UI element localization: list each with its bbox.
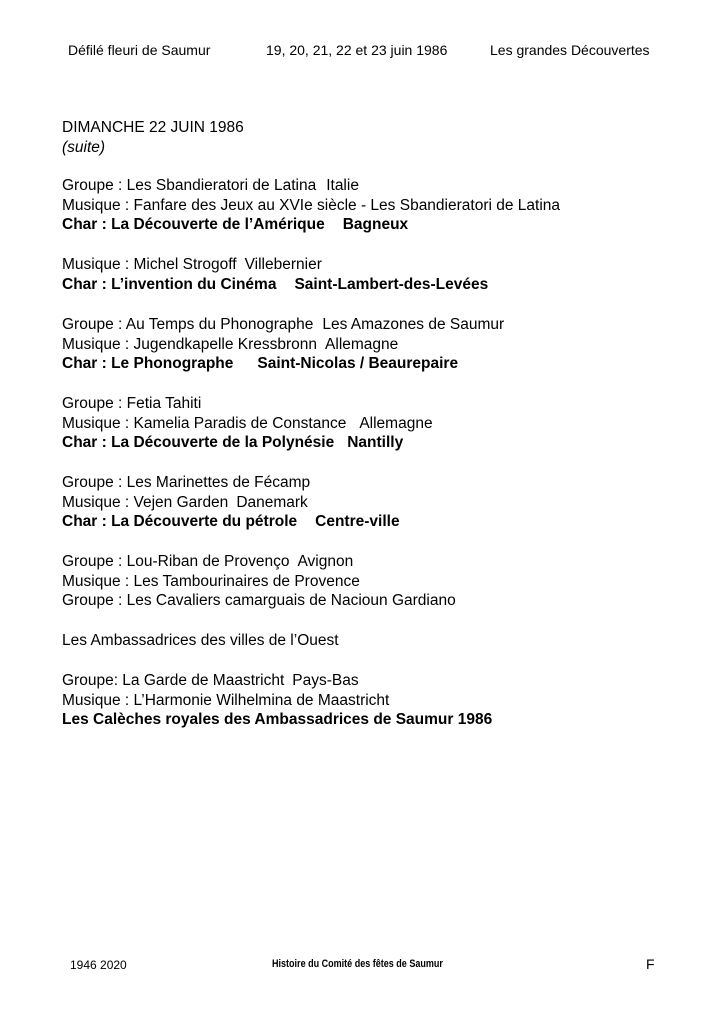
- line-place: Villebernier: [244, 256, 322, 273]
- footer-title: Histoire du Comité des fêtes de Saumur: [272, 958, 443, 970]
- line-label: Char : La Découverte de l’Amérique: [62, 216, 325, 233]
- line-label: Groupe: La Garde de Maastricht: [62, 672, 285, 689]
- header-theme: Les grandes Découvertes: [490, 42, 650, 58]
- line-label: Char : La Découverte du pétrole: [62, 513, 298, 530]
- entry-line: [62, 473, 400, 493]
- line-label: Groupe : Fetia Tahiti: [62, 395, 202, 412]
- line-place: Centre-ville: [315, 513, 400, 530]
- line-place: Les Amazones de Saumur: [322, 316, 505, 333]
- line-place: Bagneux: [342, 216, 409, 233]
- entry-line: [62, 710, 492, 730]
- line-place: Saint-Lambert-des-Levées: [294, 275, 489, 293]
- day-subtitle: (suite): [62, 139, 106, 156]
- entry-line: [62, 671, 492, 691]
- entry-line: [62, 512, 400, 532]
- entry-line: [62, 354, 504, 374]
- entry-line: [62, 394, 433, 414]
- entry-line: [62, 335, 504, 355]
- program-entry: [62, 176, 560, 235]
- line-place: Danemark: [236, 493, 308, 511]
- line-label: Musique : Michel Strogoff: [62, 256, 237, 273]
- entry-line: [62, 176, 560, 196]
- line-label: Musique : Les Tambourinaires de Provence: [62, 572, 360, 590]
- line-label: Char : La Découverte de la Polynésie: [62, 434, 335, 451]
- line-label: Musique : L’Harmonie Wilhelmina de Maastricht: [62, 691, 390, 709]
- line-label: Musique : Jugendkapelle Kressbronn: [62, 335, 318, 353]
- line-place: Avignon: [297, 553, 354, 570]
- program-entry: [62, 473, 400, 532]
- entry-line: [62, 215, 560, 235]
- line-place: Allemagne: [325, 335, 399, 353]
- footer-page-letter: F: [646, 956, 655, 972]
- line-place: Pays-Bas: [292, 672, 359, 689]
- program-entry: [62, 255, 488, 294]
- program-entry: [62, 552, 456, 611]
- program-entry: [62, 315, 504, 374]
- line-label: Groupe : Les Cavaliers camarguais de Nacioun Gardiano: [62, 592, 456, 609]
- entry-line: [62, 691, 492, 711]
- line-place: Nantilly: [347, 434, 404, 451]
- line-label: Musique : Kamelia Paradis de Constance: [62, 414, 347, 432]
- entry-line: [62, 196, 560, 216]
- line-label: Musique : Vejen Garden: [62, 493, 229, 511]
- line-label: Les Ambassadrices des villes de l’Ouest: [62, 632, 339, 649]
- line-place: Allemagne: [359, 414, 433, 432]
- line-label: Groupe : Les Sbandieratori de Latina: [62, 177, 317, 194]
- footer-years: 1946 2020: [70, 958, 127, 972]
- line-label: Char : L’invention du Cinéma: [62, 275, 277, 293]
- program-entry: [62, 394, 433, 453]
- line-label: Groupe : Les Marinettes de Fécamp: [62, 474, 311, 491]
- line-label: Char : Le Phonographe: [62, 355, 234, 372]
- entry-line: [62, 493, 400, 513]
- entry-line: [62, 572, 456, 592]
- header-dates: 19, 20, 21, 22 et 23 juin 1986: [266, 42, 448, 58]
- day-title: DIMANCHE 22 JUIN 1986: [62, 119, 244, 136]
- entry-line: [62, 433, 433, 453]
- line-label: Les Calèches royales des Ambassadrices de Saumur 1986: [62, 711, 493, 728]
- line-label: Musique : Fanfare des Jeux au XVIe siècle - Les Sbandieratori de Latina: [62, 196, 561, 214]
- line-place: Saint-Nicolas / Beaurepaire: [257, 355, 459, 372]
- line-label: Groupe : Lou-Riban de Provenço: [62, 553, 290, 570]
- entry-line: [62, 255, 488, 275]
- program-entry: [62, 631, 339, 651]
- entry-line: [62, 414, 433, 434]
- line-place: Italie: [326, 177, 359, 194]
- program-entry: [62, 671, 492, 730]
- entry-line: [62, 315, 504, 335]
- entry-line: [62, 275, 488, 295]
- entry-line: [62, 552, 456, 572]
- entry-line: [62, 591, 456, 611]
- entry-line: [62, 631, 339, 651]
- line-label: Groupe : Au Temps du Phonographe: [62, 316, 314, 333]
- header-event-title: Défilé fleuri de Saumur: [68, 42, 211, 58]
